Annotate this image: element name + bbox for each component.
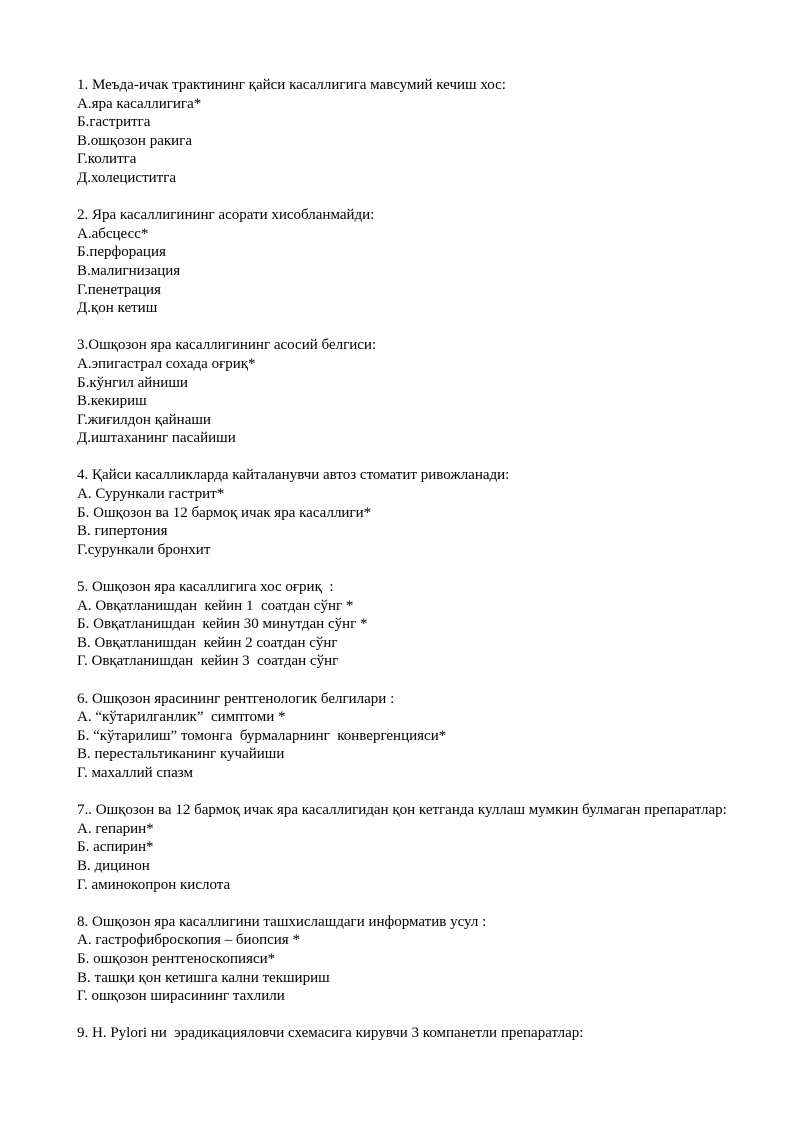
question-text: 6. Ошқозон ярасининг рентгенологик белгилари : bbox=[77, 690, 395, 707]
question-6 bbox=[77, 690, 767, 783]
answer-option: В. дицинон bbox=[77, 857, 150, 874]
answer-option: Б. ошқозон рентгеноскопияси* bbox=[77, 950, 276, 967]
question-2 bbox=[77, 206, 767, 318]
answer-option: А. гепарин* bbox=[77, 820, 154, 837]
answer-option: Б. Овқатланишдан кейин 30 минутдан сўнг * bbox=[77, 616, 368, 633]
question-3 bbox=[77, 336, 767, 448]
answer-option: Г. Овқатланишдан кейин 3 соатдан сўнг bbox=[77, 653, 339, 670]
answer-option: В. ташқи қон кетишга кални текшириш bbox=[77, 969, 330, 986]
answer-option: Г.сурункали бронхит bbox=[77, 541, 211, 558]
answer-option: А. Сурункали гастрит* bbox=[77, 486, 225, 503]
answer-option: Г. махаллий спазм bbox=[77, 764, 193, 781]
answer-option: Г.колитга bbox=[77, 151, 137, 168]
answer-option: В.ошқозон ракига bbox=[77, 132, 192, 149]
answer-option: В. перестальтиканинг кучайиши bbox=[77, 746, 285, 763]
question-text: 3.Ошқозон яра касаллигининг асосий белгиси: bbox=[77, 337, 377, 354]
answer-option: Б.перфорация bbox=[77, 244, 166, 261]
answer-option: Г. аминокопрон кислота bbox=[77, 876, 231, 893]
answer-option: Б. “кўтарилиш” томонга бурмаларнинг конвергенцияси* bbox=[77, 727, 447, 744]
answer-option: В. Овқатланишдан кейин 2 соатдан сўнг bbox=[77, 634, 338, 651]
question-text: 2. Яра касаллигининг асорати хисобланмайди: bbox=[77, 207, 375, 224]
question-4 bbox=[77, 466, 767, 559]
question-8 bbox=[77, 913, 767, 1006]
question-text: 5. Ошқозон яра касаллигига хос оғриқ : bbox=[77, 579, 334, 596]
answer-option: Г.пенетрация bbox=[77, 281, 161, 298]
answer-option: Б.гастритга bbox=[77, 114, 151, 131]
answer-option: Д.иштаханинг пасайиши bbox=[77, 430, 236, 447]
answer-option: Б.кўнгил айниши bbox=[77, 374, 188, 391]
question-text: 7.. Ошқозон ва 12 бармоқ ичак яра касаллигидан қон кетганда куллаш мумкин булмаган препаратлар: bbox=[77, 802, 727, 819]
question-text: 1. Меъда-ичак трактининг қайси касаллигига мавсумий кечиш хос: bbox=[77, 77, 506, 93]
answer-option: В. гипертония bbox=[77, 523, 168, 540]
answer-option: А. Овқатланишдан кейин 1 соатдан сўнг * bbox=[77, 597, 354, 614]
question-5 bbox=[77, 578, 767, 671]
answer-option: А.яра касаллигига* bbox=[77, 95, 202, 112]
answer-option: Б. Ошқозон ва 12 бармоқ ичак яра касаллиги* bbox=[77, 504, 372, 521]
question-9 bbox=[77, 1024, 767, 1043]
answer-option: В.малигнизация bbox=[77, 262, 181, 279]
document-page bbox=[77, 76, 767, 1061]
answer-option: А. “кўтарилганлик” симптоми * bbox=[77, 709, 286, 726]
question-1 bbox=[77, 76, 767, 188]
answer-option: Д.холециститга bbox=[77, 169, 177, 186]
question-text: 4. Қайси касалликларда кайталанувчи автоз стоматит ривожланади: bbox=[77, 467, 510, 484]
answer-option: А.абсцесс* bbox=[77, 225, 149, 242]
question-text: 9. H. Pylori ни эрадикацияловчи схемасига кирувчи 3 компанетли препаратлар: bbox=[77, 1025, 584, 1042]
answer-option: Г. ошқозон ширасининг тахлили bbox=[77, 988, 285, 1005]
answer-option: Б. аспирин* bbox=[77, 839, 154, 856]
answer-option: Д.қон кетиш bbox=[77, 300, 158, 317]
question-text: 8. Ошқозон яра касаллигини ташхислашдаги информатив усул : bbox=[77, 913, 487, 930]
answer-option: А. гастрофиброскопия – биопсия * bbox=[77, 932, 300, 949]
answer-option: Г.жиғилдон қайнаши bbox=[77, 411, 211, 428]
answer-option: В.кекириш bbox=[77, 393, 147, 410]
answer-option: А.эпигастрал сохада оғриқ* bbox=[77, 355, 256, 372]
question-7 bbox=[77, 801, 767, 894]
